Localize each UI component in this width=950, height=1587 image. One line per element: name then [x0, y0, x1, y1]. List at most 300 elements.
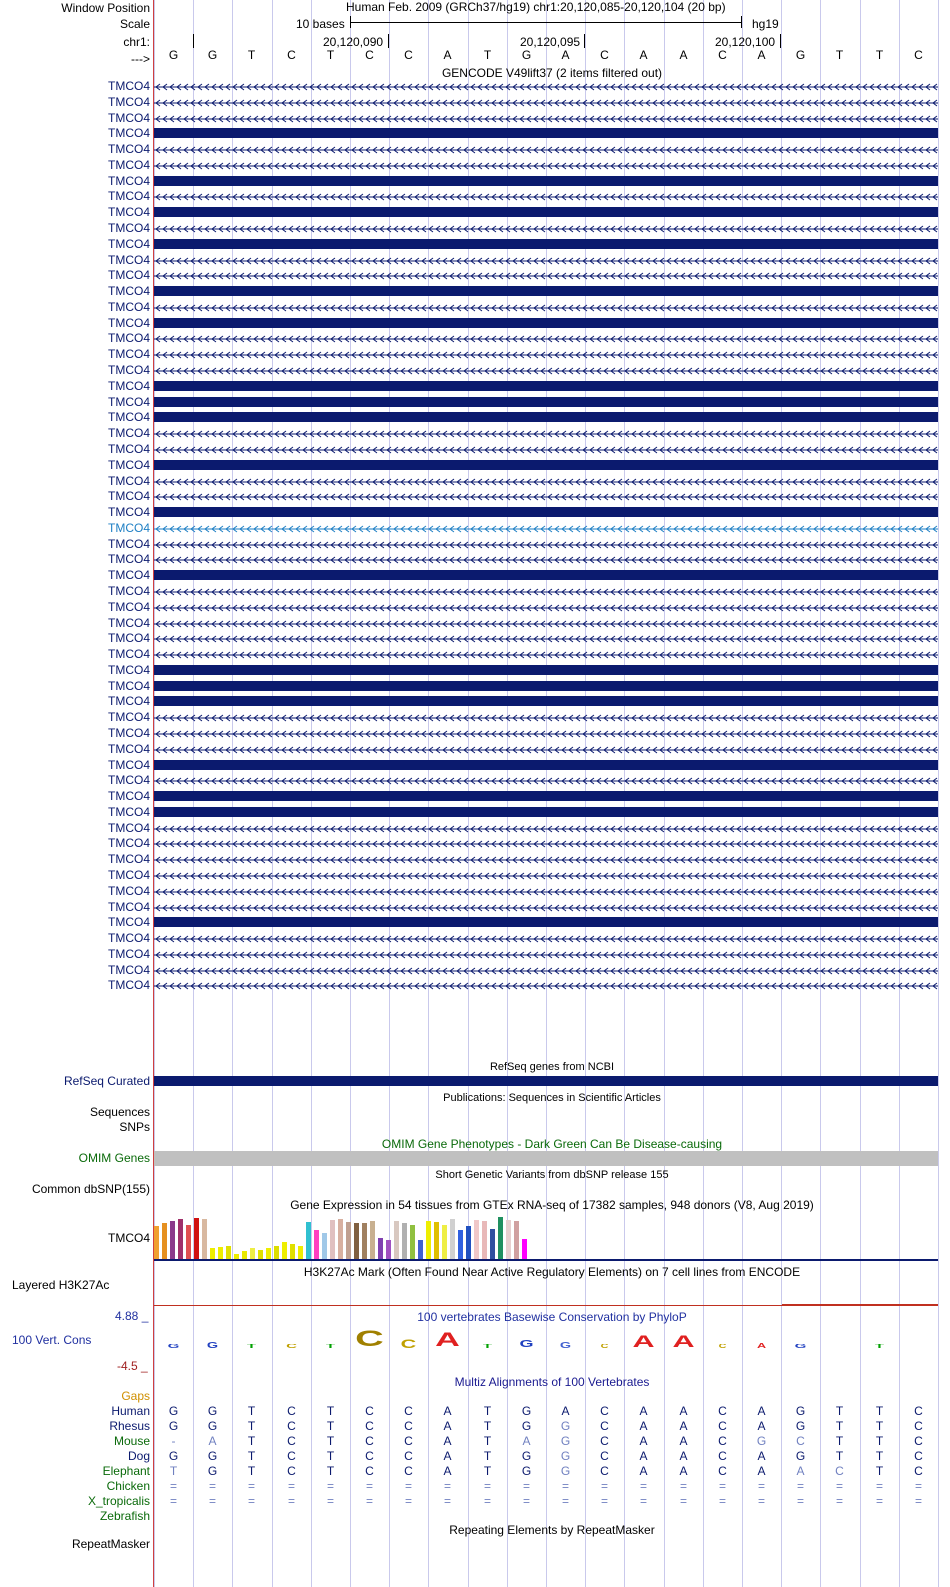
conservation-track-title[interactable]: 100 vertebrates Basewise Conservation by PhyloP — [417, 1310, 687, 1324]
gencode-transcript-label[interactable]: TMCO4 — [108, 300, 150, 314]
gtex-tissue-bar[interactable] — [466, 1226, 471, 1259]
gencode-transcript-label[interactable]: TMCO4 — [108, 694, 150, 708]
ruler-tick-label-3: 20,120,100 — [715, 35, 776, 49]
gencode-intron-line[interactable] — [154, 428, 938, 438]
multiz-base: T — [326, 1464, 335, 1478]
multiz-base: = — [287, 1494, 295, 1508]
gencode-transcript-label[interactable]: TMCO4 — [108, 947, 150, 961]
h3k27ac-label[interactable]: Layered H3K27Ac — [12, 1278, 110, 1292]
gtex-tissue-bar[interactable] — [410, 1225, 415, 1259]
multiz-base: T — [875, 1404, 884, 1418]
gencode-exon-bar[interactable] — [154, 207, 938, 217]
conservation-glyph: A — [756, 1343, 767, 1350]
conservation-min: -4.5 _ — [117, 1359, 148, 1373]
gencode-transcript-label[interactable]: TMCO4 — [108, 316, 150, 330]
multiz-base: A — [679, 1404, 688, 1418]
gtex-tissue-bar[interactable] — [394, 1221, 399, 1259]
h3k27ac-signal-peak[interactable] — [782, 1304, 938, 1306]
multiz-base: G — [207, 1404, 218, 1418]
gencode-intron-line[interactable] — [154, 81, 938, 91]
gencode-intron-line[interactable] — [154, 886, 938, 896]
multiz-base: = — [914, 1479, 922, 1493]
multiz-base: C — [287, 1449, 296, 1463]
gencode-transcript-label[interactable]: TMCO4 — [108, 647, 150, 661]
gencode-transcript-label[interactable]: TMCO4 — [108, 805, 150, 819]
gencode-intron-line[interactable] — [154, 838, 938, 848]
sequence-base: C — [365, 48, 374, 62]
gencode-transcript-label[interactable]: TMCO4 — [108, 884, 150, 898]
conservation-glyph: T — [874, 1344, 885, 1350]
gencode-intron-line[interactable] — [154, 302, 938, 312]
multiz-base: C — [287, 1434, 296, 1448]
gtex-tissue-bar[interactable] — [258, 1250, 263, 1259]
multiz-base: = — [914, 1494, 922, 1508]
gencode-intron-line[interactable] — [154, 902, 938, 912]
gencode-intron-line[interactable] — [154, 854, 938, 864]
multiz-base: = — [208, 1494, 216, 1508]
multiz-species-label[interactable]: Zebrafish — [99, 1509, 150, 1523]
gencode-transcript-label[interactable]: TMCO4 — [108, 142, 150, 156]
gencode-transcript-label[interactable]: TMCO4 — [108, 268, 150, 282]
multiz-base: T — [483, 1464, 492, 1478]
multiz-species-label[interactable]: Elephant — [102, 1464, 150, 1478]
gencode-intron-line[interactable] — [154, 349, 938, 359]
gtex-tissue-bar[interactable] — [386, 1240, 391, 1259]
sequence-base: C — [914, 48, 923, 62]
gtex-tissue-bar[interactable] — [426, 1221, 431, 1259]
gencode-transcript-label[interactable]: TMCO4 — [108, 158, 150, 172]
gencode-transcript-label[interactable]: TMCO4 — [108, 726, 150, 740]
multiz-base: C — [914, 1434, 923, 1448]
gtex-label[interactable]: TMCO4 — [108, 1231, 150, 1245]
gencode-transcript-label[interactable]: TMCO4 — [108, 821, 150, 835]
multiz-base: T — [247, 1404, 256, 1418]
gtex-tissue-bar[interactable] — [514, 1221, 519, 1259]
multiz-base: = — [169, 1494, 177, 1508]
gtex-tissue-bar[interactable] — [442, 1225, 447, 1259]
multiz-species-label[interactable]: Rhesus — [109, 1419, 150, 1433]
gtex-tissue-bar[interactable] — [362, 1223, 367, 1259]
conservation-glyph: T — [246, 1344, 257, 1350]
gencode-intron-line[interactable] — [154, 160, 938, 170]
gencode-transcript-label[interactable]: TMCO4 — [108, 347, 150, 361]
sequence-base: T — [875, 48, 884, 62]
gencode-transcript-label[interactable]: TMCO4 — [108, 978, 150, 992]
multiz-base: T — [875, 1449, 884, 1463]
gencode-exon-bar[interactable] — [154, 318, 938, 328]
gencode-transcript-label[interactable]: TMCO4 — [108, 773, 150, 787]
gtex-tissue-bar[interactable] — [522, 1239, 527, 1259]
gencode-transcript-label[interactable]: TMCO4 — [108, 931, 150, 945]
sequence-base: T — [835, 48, 844, 62]
gencode-transcript-label[interactable]: TMCO4 — [108, 205, 150, 219]
gencode-transcript-label[interactable]: TMCO4 — [108, 836, 150, 850]
multiz-base: A — [757, 1464, 766, 1478]
gtex-tissue-bar[interactable] — [290, 1244, 295, 1259]
gtex-tissue-bar[interactable] — [354, 1223, 359, 1259]
gencode-transcript-label[interactable]: TMCO4 — [108, 915, 150, 929]
gencode-exon-bar[interactable] — [154, 807, 938, 817]
gtex-tissue-bar[interactable] — [194, 1218, 199, 1259]
gencode-transcript-label[interactable]: TMCO4 — [108, 758, 150, 772]
sequence-base: C — [600, 48, 609, 62]
multiz-track-title[interactable]: Multiz Alignments of 100 Vertebrates — [454, 1375, 650, 1389]
multiz-base: = — [718, 1479, 726, 1493]
multiz-base: = — [757, 1494, 765, 1508]
publications-label-sequences[interactable]: Sequences — [89, 1105, 150, 1119]
conservation-glyph: G — [519, 1339, 534, 1350]
gencode-transcript-label[interactable]: TMCO4 — [108, 742, 150, 756]
multiz-base: A — [443, 1449, 452, 1463]
gtex-tissue-bar[interactable] — [474, 1220, 479, 1259]
conservation-glyph: G — [206, 1341, 219, 1350]
gencode-exon-bar[interactable] — [154, 570, 938, 580]
gtex-tissue-bar[interactable] — [506, 1220, 511, 1259]
gencode-intron-line[interactable] — [154, 255, 938, 265]
gencode-transcript-label[interactable]: TMCO4 — [108, 663, 150, 677]
sequence-base: A — [757, 48, 766, 62]
gencode-transcript-label[interactable]: TMCO4 — [108, 395, 150, 409]
gtex-tissue-bar[interactable] — [338, 1219, 343, 1259]
multiz-base: = — [404, 1479, 412, 1493]
gencode-exon-bar[interactable] — [154, 239, 938, 249]
conservation-glyph: A — [672, 1332, 695, 1351]
gencode-transcript-label[interactable]: TMCO4 — [108, 174, 150, 188]
multiz-base: A — [208, 1434, 217, 1448]
publications-label-snps[interactable]: SNPs — [119, 1120, 150, 1134]
gencode-exon-bar[interactable] — [154, 681, 938, 691]
multiz-base: C — [600, 1404, 609, 1418]
multiz-base: A — [522, 1434, 531, 1448]
gencode-exon-bar[interactable] — [154, 460, 938, 470]
gtex-tissue-bar[interactable] — [490, 1229, 495, 1259]
gencode-exon-bar[interactable] — [154, 397, 938, 407]
omim-label[interactable]: OMIM Genes — [78, 1151, 150, 1165]
sequence-base: T — [483, 48, 492, 62]
gencode-intron-line[interactable] — [154, 523, 938, 533]
conservation-glyph: C — [286, 1344, 297, 1350]
gencode-transcript-label[interactable]: TMCO4 — [108, 284, 150, 298]
gencode-transcript-label[interactable]: TMCO4 — [108, 568, 150, 582]
gtex-tissue-bar[interactable] — [282, 1242, 287, 1259]
dbsnp-label[interactable]: Common dbSNP(155) — [31, 1182, 150, 1196]
multiz-base: A — [679, 1434, 688, 1448]
multiz-base: = — [365, 1494, 373, 1508]
gencode-intron-line[interactable] — [154, 144, 938, 154]
multiz-base: A — [443, 1464, 452, 1478]
gencode-transcript-label[interactable]: TMCO4 — [108, 537, 150, 551]
gaps-label[interactable]: Gaps — [121, 1389, 150, 1403]
multiz-species-label[interactable]: Mouse — [113, 1434, 150, 1448]
multiz-base: C — [718, 1419, 727, 1433]
omim-bar[interactable] — [154, 1151, 938, 1166]
multiz-base: A — [679, 1449, 688, 1463]
multiz-base: T — [247, 1419, 256, 1433]
multiz-base: = — [326, 1479, 334, 1493]
scale-bar-right — [741, 16, 742, 28]
repeatmasker-track-title[interactable]: Repeating Elements by RepeatMasker — [449, 1523, 655, 1537]
gencode-transcript-label[interactable]: TMCO4 — [108, 505, 150, 519]
gtex-tissue-bar[interactable] — [498, 1217, 503, 1259]
gencode-transcript-label[interactable]: TMCO4 — [108, 616, 150, 630]
gencode-transcript-label[interactable]: TMCO4 — [108, 552, 150, 566]
multiz-base: A — [639, 1404, 648, 1418]
gencode-transcript-label[interactable]: TMCO4 — [108, 221, 150, 235]
gencode-transcript-label[interactable]: TMCO4 — [108, 458, 150, 472]
multiz-base: C — [718, 1449, 727, 1463]
sequence-base: A — [679, 48, 688, 62]
multiz-base: C — [287, 1404, 296, 1418]
gencode-intron-line[interactable] — [154, 633, 938, 643]
multiz-base: T — [835, 1449, 844, 1463]
conservation-glyph: G — [559, 1341, 572, 1350]
multiz-base: G — [560, 1449, 571, 1463]
multiz-base: T — [835, 1434, 844, 1448]
gencode-transcript-label[interactable]: TMCO4 — [108, 852, 150, 866]
multiz-base: A — [796, 1464, 805, 1478]
gencode-exon-bar[interactable] — [154, 760, 938, 770]
refseq-track-title[interactable]: RefSeq genes from NCBI — [489, 1061, 615, 1073]
gencode-intron-line[interactable] — [154, 728, 938, 738]
gtex-tissue-bar[interactable] — [154, 1226, 159, 1259]
gencode-track-title[interactable]: GENCODE V49lift37 (2 items filtered out) — [441, 66, 663, 80]
gencode-intron-line[interactable] — [154, 933, 938, 943]
gtex-tissue-bar[interactable] — [226, 1246, 231, 1259]
gencode-transcript-label[interactable]: TMCO4 — [108, 521, 150, 535]
h3k27ac-track-title[interactable]: H3K27Ac Mark (Often Found Near Active Regulatory Elements) on 7 cell lines from ENCODE — [303, 1265, 801, 1279]
multiz-base: A — [757, 1419, 766, 1433]
ruler-tick-2 — [584, 34, 585, 48]
multiz-base: A — [443, 1404, 452, 1418]
gencode-transcript-label[interactable]: TMCO4 — [108, 489, 150, 503]
multiz-base: C — [600, 1419, 609, 1433]
multiz-base: T — [835, 1419, 844, 1433]
multiz-base: C — [404, 1449, 413, 1463]
publications-track-title[interactable]: Publications: Sequences in Scientific Articles — [443, 1092, 661, 1104]
gencode-intron-line[interactable] — [154, 586, 938, 596]
multiz-base: = — [169, 1479, 177, 1493]
gencode-exon-bar[interactable] — [154, 381, 938, 391]
refseq-label[interactable]: RefSeq Curated — [63, 1074, 150, 1088]
conservation-glyph: T — [325, 1344, 336, 1350]
gencode-intron-line[interactable] — [154, 97, 938, 107]
gencode-intron-line[interactable] — [154, 191, 938, 201]
gtex-tissue-bar[interactable] — [378, 1238, 383, 1259]
refseq-gene-bar[interactable] — [154, 1076, 938, 1086]
gtex-tissue-bar[interactable] — [314, 1230, 319, 1259]
gencode-intron-line[interactable] — [154, 744, 938, 754]
gtex-tissue-bar[interactable] — [186, 1225, 191, 1259]
gtex-tissue-bar[interactable] — [330, 1220, 335, 1259]
multiz-base: A — [757, 1449, 766, 1463]
assembly-title: Human Feb. 2009 (GRCh37/hg19) chr1:20,120,085-20,120,104 (20 bp) — [346, 0, 726, 14]
gencode-exon-bar[interactable] — [154, 286, 938, 296]
gencode-exon-bar[interactable] — [154, 128, 938, 138]
multiz-base: T — [169, 1464, 178, 1478]
gtex-tissue-bar[interactable] — [418, 1240, 423, 1259]
multiz-base: C — [287, 1464, 296, 1478]
gtex-tissue-bar[interactable] — [434, 1222, 439, 1259]
sequence-base: G — [207, 48, 218, 62]
gencode-exon-bar[interactable] — [154, 791, 938, 801]
multiz-base: C — [796, 1434, 805, 1448]
multiz-base: T — [326, 1434, 335, 1448]
dbsnp-track-title[interactable]: Short Genetic Variants from dbSNP release 155 — [435, 1169, 669, 1181]
gtex-tissue-bar[interactable] — [218, 1247, 223, 1259]
gencode-exon-bar[interactable] — [154, 917, 938, 927]
gencode-intron-line[interactable] — [154, 476, 938, 486]
multiz-base: C — [404, 1434, 413, 1448]
gtex-tissue-bar[interactable] — [298, 1246, 303, 1259]
conservation-glyph: C — [355, 1326, 384, 1351]
gtex-tissue-bar[interactable] — [458, 1230, 463, 1259]
multiz-base: A — [679, 1464, 688, 1478]
gtex-tissue-bar[interactable] — [266, 1248, 271, 1259]
gencode-transcript-label[interactable]: TMCO4 — [108, 789, 150, 803]
gencode-intron-line[interactable] — [154, 823, 938, 833]
gencode-intron-line[interactable] — [154, 554, 938, 564]
scale-db: hg19 — [752, 17, 779, 31]
multiz-base: C — [914, 1464, 923, 1478]
multiz-base: = — [639, 1479, 647, 1493]
gencode-exon-bar[interactable] — [154, 665, 938, 675]
gencode-transcript-label[interactable]: TMCO4 — [108, 189, 150, 203]
gencode-transcript-label[interactable]: TMCO4 — [108, 584, 150, 598]
multiz-base: C — [718, 1464, 727, 1478]
multiz-base: T — [247, 1449, 256, 1463]
sequence-base: T — [326, 48, 335, 62]
omim-track-title[interactable]: OMIM Gene Phenotypes - Dark Green Can Be Disease-causing — [381, 1137, 723, 1151]
gtex-tissue-bar[interactable] — [162, 1223, 167, 1259]
conservation-label[interactable]: 100 Vert. Cons — [12, 1333, 92, 1347]
gencode-transcript-label[interactable]: TMCO4 — [108, 963, 150, 977]
gencode-transcript-label[interactable]: TMCO4 — [108, 410, 150, 424]
multiz-base: = — [561, 1494, 569, 1508]
multiz-base: = — [483, 1479, 491, 1493]
gencode-intron-line[interactable] — [154, 365, 938, 375]
multiz-base: T — [326, 1419, 335, 1433]
gencode-intron-line[interactable] — [154, 775, 938, 785]
gtex-tissue-bar[interactable] — [482, 1221, 487, 1259]
multiz-base: C — [835, 1464, 844, 1478]
gencode-intron-line[interactable] — [154, 333, 938, 343]
gtex-tissue-bar[interactable] — [178, 1219, 183, 1259]
multiz-base: T — [247, 1464, 256, 1478]
sequence-base: A — [443, 48, 452, 62]
gencode-intron-line[interactable] — [154, 980, 938, 990]
multiz-base: = — [639, 1494, 647, 1508]
multiz-base: = — [835, 1494, 843, 1508]
gencode-transcript-label[interactable]: TMCO4 — [108, 253, 150, 267]
sequence-base: A — [639, 48, 648, 62]
gtex-tissue-bar[interactable] — [250, 1248, 255, 1259]
gtex-tissue-bar[interactable] — [210, 1248, 215, 1259]
gencode-intron-line[interactable] — [154, 223, 938, 233]
gencode-transcript-label[interactable]: TMCO4 — [108, 631, 150, 645]
gtex-tissue-bar[interactable] — [450, 1219, 455, 1259]
gencode-intron-line[interactable] — [154, 965, 938, 975]
gtex-tissue-bar[interactable] — [274, 1246, 279, 1259]
gencode-exon-bar[interactable] — [154, 176, 938, 186]
multiz-base: C — [404, 1464, 413, 1478]
gencode-transcript-label[interactable]: TMCO4 — [108, 679, 150, 693]
gtex-tissue-bar[interactable] — [242, 1251, 247, 1259]
gencode-intron-line[interactable] — [154, 602, 938, 612]
gencode-transcript-label[interactable]: TMCO4 — [108, 426, 150, 440]
gtex-track-title[interactable]: Gene Expression in 54 tissues from GTEx RNA-seq of 17382 samples, 948 donors (V8, Aug 2019) — [290, 1198, 814, 1212]
multiz-base: = — [326, 1494, 334, 1508]
multiz-base: = — [443, 1494, 451, 1508]
gencode-exon-bar[interactable] — [154, 412, 938, 422]
gencode-intron-line[interactable] — [154, 491, 938, 501]
gtex-tissue-bar[interactable] — [202, 1219, 207, 1259]
multiz-base: C — [914, 1449, 923, 1463]
gtex-tissue-bar[interactable] — [170, 1221, 175, 1259]
gencode-intron-line[interactable] — [154, 618, 938, 628]
multiz-base: = — [522, 1479, 530, 1493]
gencode-transcript-label[interactable]: TMCO4 — [108, 126, 150, 140]
repeatmasker-label[interactable]: RepeatMasker — [71, 1537, 150, 1551]
gencode-transcript-label[interactable]: TMCO4 — [108, 79, 150, 93]
multiz-base: C — [404, 1404, 413, 1418]
gencode-transcript-label[interactable]: TMCO4 — [108, 600, 150, 614]
gencode-intron-line[interactable] — [154, 649, 938, 659]
gencode-intron-line[interactable] — [154, 712, 938, 722]
gencode-intron-line[interactable] — [154, 444, 938, 454]
gtex-tissue-bar[interactable] — [322, 1233, 327, 1259]
multiz-species-label[interactable]: X_tropicalis — [87, 1494, 150, 1508]
multiz-base: G — [521, 1419, 532, 1433]
multiz-base: C — [914, 1404, 923, 1418]
gtex-tissue-bar[interactable] — [402, 1223, 407, 1259]
gencode-transcript-label[interactable]: TMCO4 — [108, 111, 150, 125]
multiz-base: T — [875, 1464, 884, 1478]
gencode-transcript-label[interactable]: TMCO4 — [108, 474, 150, 488]
gtex-tissue-bar[interactable] — [346, 1222, 351, 1259]
multiz-base: A — [679, 1419, 688, 1433]
multiz-species-label[interactable]: Human — [111, 1404, 150, 1418]
gencode-exon-bar[interactable] — [154, 507, 938, 517]
gencode-transcript-label[interactable]: TMCO4 — [108, 331, 150, 345]
multiz-base: G — [795, 1419, 806, 1433]
gencode-transcript-label[interactable]: TMCO4 — [108, 237, 150, 251]
gencode-intron-line[interactable] — [154, 270, 938, 280]
gencode-transcript-label[interactable]: TMCO4 — [108, 868, 150, 882]
ruler-tick-label-1: 20,120,090 — [323, 35, 384, 49]
multiz-base: G — [207, 1449, 218, 1463]
gtex-tissue-bar[interactable] — [370, 1221, 375, 1259]
gencode-transcript-label[interactable]: TMCO4 — [108, 379, 150, 393]
gencode-transcript-label[interactable]: TMCO4 — [108, 363, 150, 377]
multiz-base: T — [326, 1404, 335, 1418]
gencode-transcript-label[interactable]: TMCO4 — [108, 95, 150, 109]
conservation-glyph: C — [400, 1337, 417, 1351]
conservation-max: 4.88 _ — [115, 1309, 149, 1323]
multiz-species-label[interactable]: Dog — [127, 1449, 150, 1463]
gencode-transcript-label[interactable]: TMCO4 — [108, 710, 150, 724]
multiz-base: = — [835, 1479, 843, 1493]
sequence-base: C — [287, 48, 296, 62]
gencode-intron-line[interactable] — [154, 870, 938, 880]
gencode-exon-bar[interactable] — [154, 696, 938, 706]
gencode-transcript-label[interactable]: TMCO4 — [108, 442, 150, 456]
gtex-tissue-bar[interactable] — [306, 1222, 311, 1259]
gencode-intron-line[interactable] — [154, 539, 938, 549]
multiz-species-label[interactable]: Chicken — [106, 1479, 150, 1493]
gencode-intron-line[interactable] — [154, 113, 938, 123]
gencode-transcript-label[interactable]: TMCO4 — [108, 900, 150, 914]
gencode-intron-line[interactable] — [154, 949, 938, 959]
